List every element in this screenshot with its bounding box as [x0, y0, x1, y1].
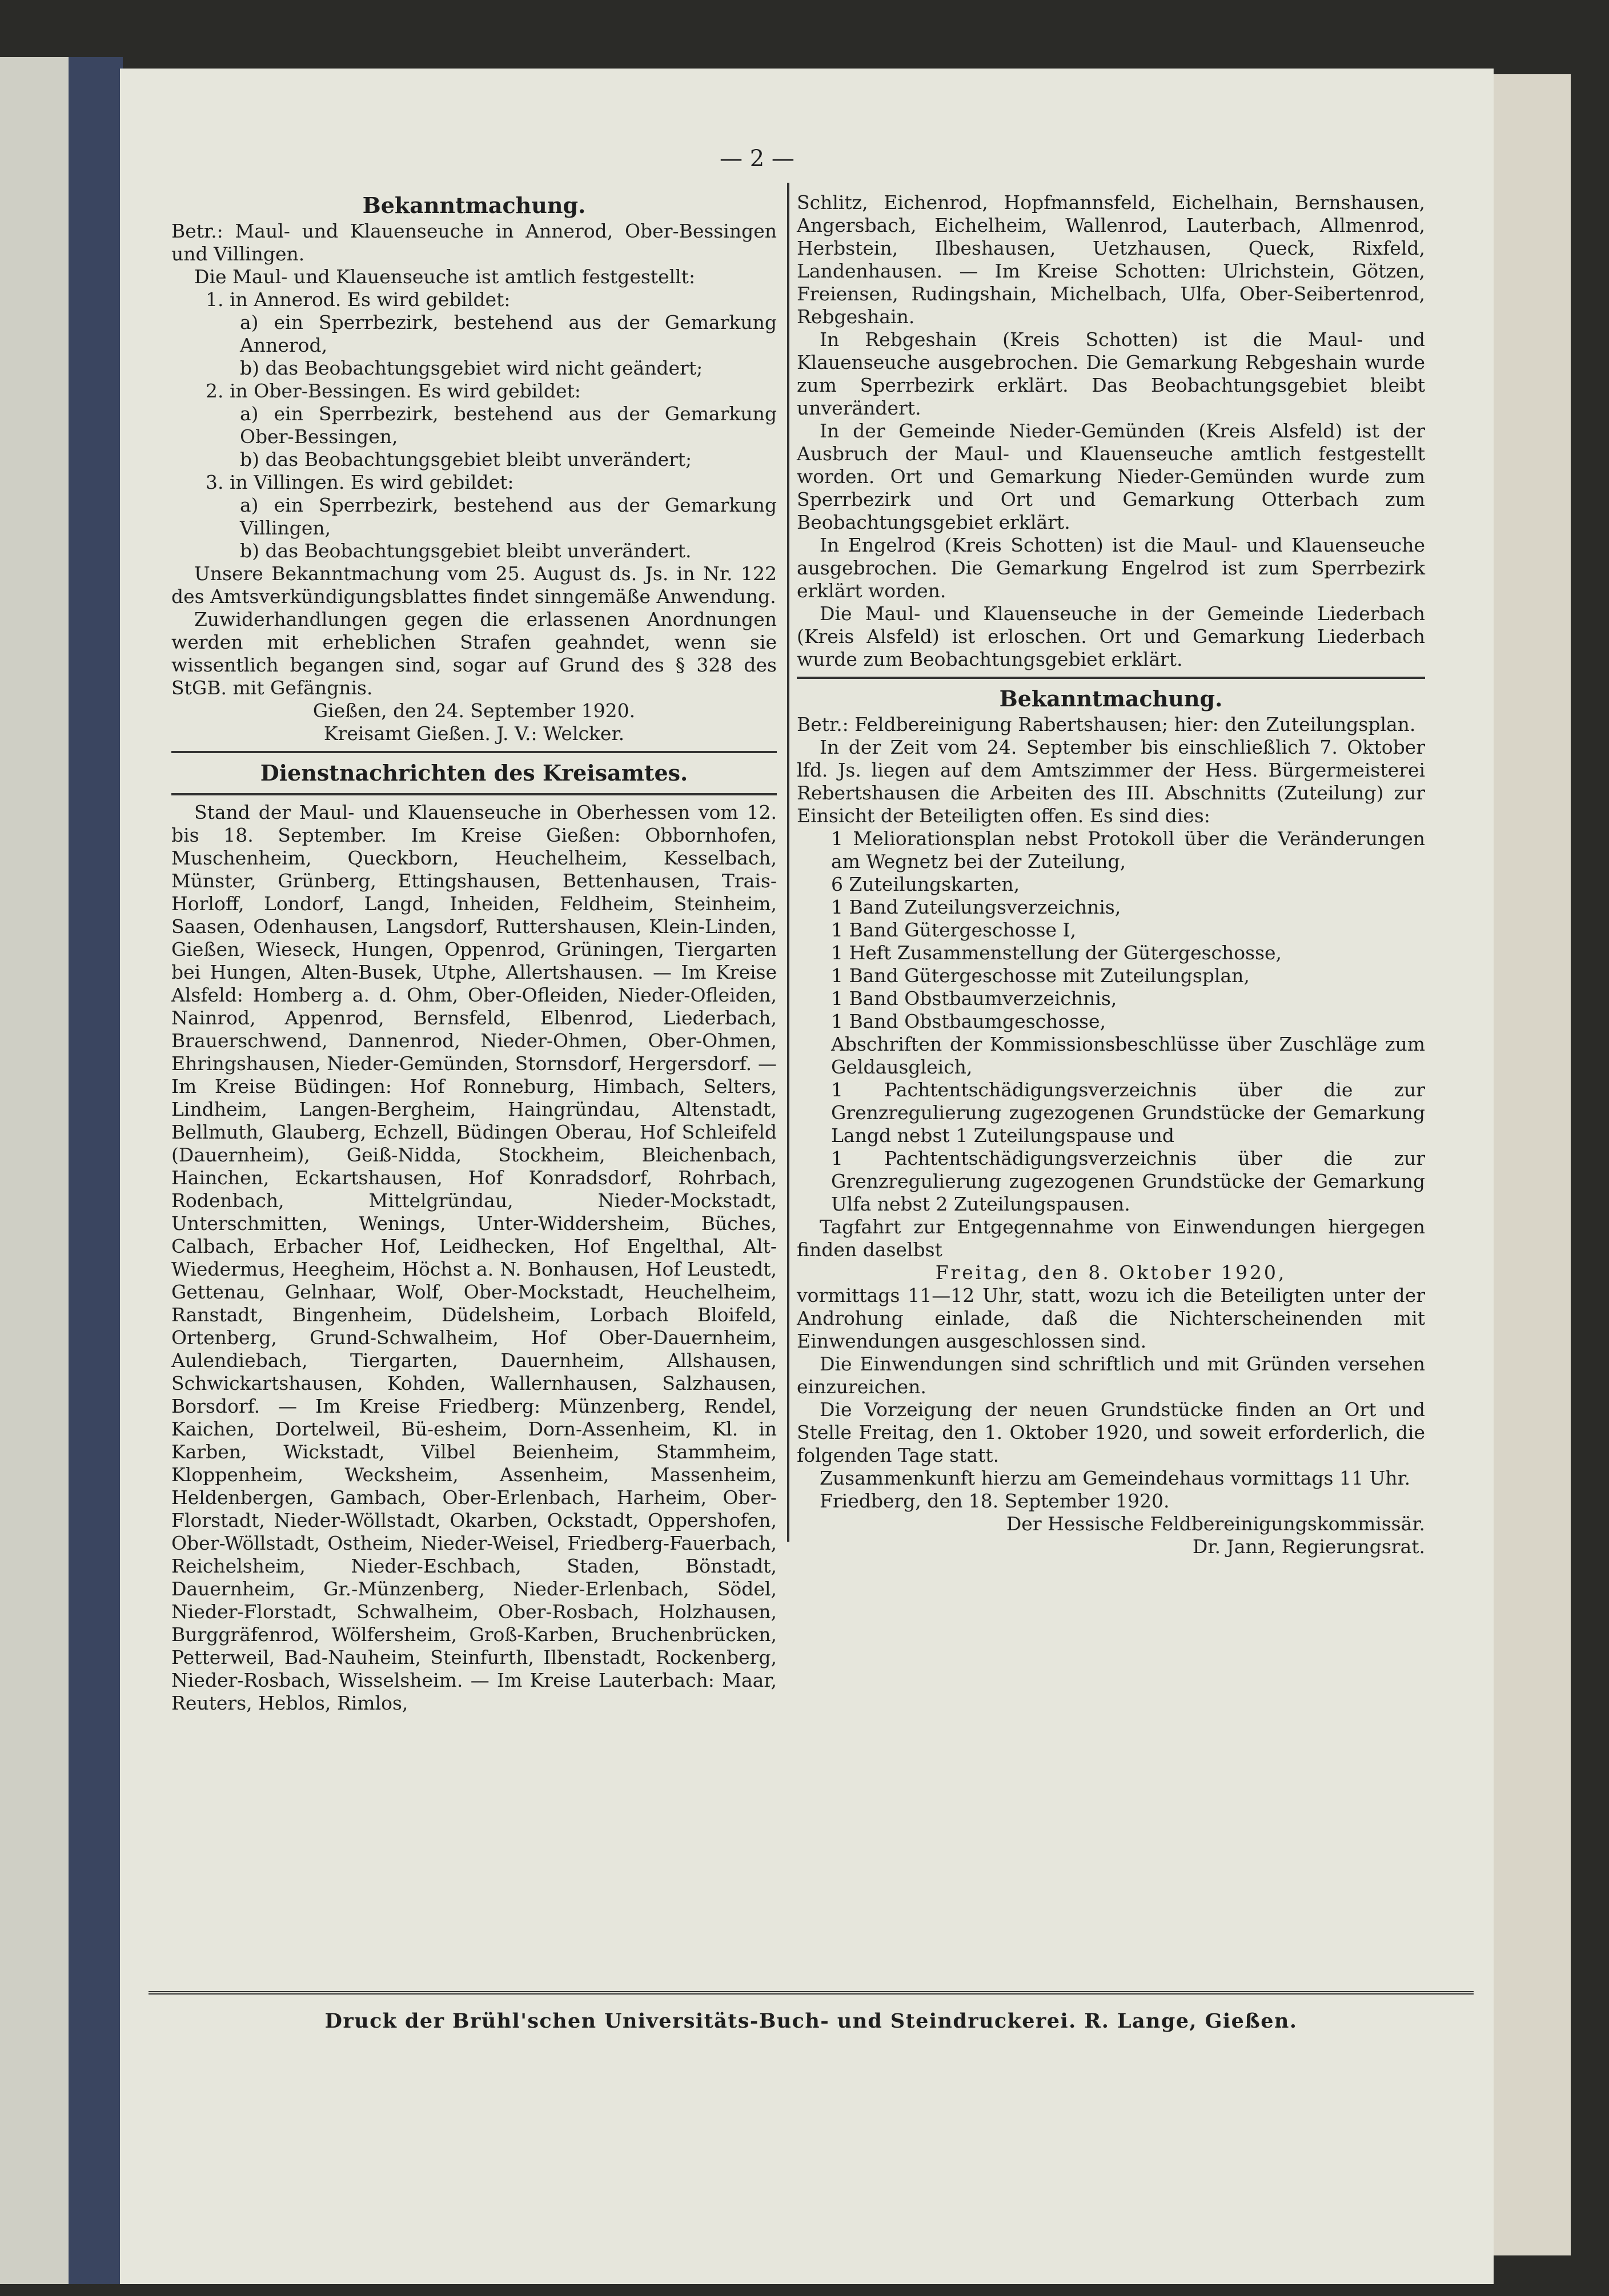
notice-date: Gießen, den 24. September 1920.	[312, 699, 636, 722]
notice-place-date: Friedberg, den 18. September 1920.	[820, 1490, 1170, 1512]
notice-time: vormittags 11—12 Uhr, statt, wozu ich die Beteiligten unter der Androhung einlade, daß die Nichterscheinenden mit Einwendungen ausgeschlossen sind.	[797, 1284, 1425, 1352]
left-column	[171, 191, 777, 1715]
continuation-paragraph: In der Gemeinde Nieder-Gemünden (Kreis Alsfeld) ist der Ausbruch der Maul- und Klauenseuche amtlich festgestellt worden. Ort und Gemarkung Nieder-Gemünden wurde zum Sperrbezirk und Ort und Gemarkung Otterbach zum Beobachtungsgebiet erklärt.	[797, 420, 1425, 533]
printer-imprint: Druck der Brühl'schen Universitäts-Buch- und Steindruckerei. R. Lange, Gießen.	[149, 1991, 1474, 2033]
notice-line: b) das Beobachtungsgebiet bleibt unverändert.	[240, 540, 692, 562]
notice-item: 1 Band Gütergeschosse mit Zuteilungsplan,	[831, 964, 1250, 987]
notice-date-line: Freitag, den 8. Oktober 1920,	[935, 1261, 1287, 1284]
notice-line: b) das Beobachtungsgebiet wird nicht geändert;	[240, 357, 703, 379]
notice-signature: Der Hessische Feldbereinigungskommissär.	[1006, 1513, 1425, 1535]
continuation-paragraph: Schlitz, Eichenrod, Hopfmannsfeld, Eichelhain, Bernshausen, Angersbach, Eichelheim, Wallenrod, Lauterbach, Allmenrod, Herbstein, Ilbeshausen, Uetzhausen, Queck, Rixfeld, Landenhausen. — Im Kreise Schotten: Ulrichstein, Götzen, Freiensen, Rudingshain, Michelbach, Ulfa, Ober-Seibertenrod, Rebgeshain.	[797, 191, 1425, 328]
notice-item: 1 Heft Zusammenstellung der Gütergeschosse,	[831, 942, 1282, 964]
newspaper-page	[120, 69, 1494, 2284]
book-spine-strip	[69, 57, 123, 2284]
notice-tagfahrt: Tagfahrt zur Entgegennahme von Einwendungen hiergegen finden daselbst	[797, 1216, 1425, 1261]
notice-line: Die Maul- und Klauenseuche ist amtlich festgestellt:	[194, 266, 696, 288]
section-text: Stand der Maul- und Klauenseuche in Oberhessen vom 12. bis 18. September. Im Kreise Gießen: Obbornhofen, Muschenheim, Queckborn, Heuchelheim, Kesselbach, Münster, Grünberg, Ettingshausen, Bettenhausen, Trais-Horloff, Londorf, Langd, Inheiden, Feldheim, Steinheim, Saasen, Odenhausen, Langsdorf, Ruttershausen, Klein-Linden, Gießen, Wieseck, Hungen, Oppenrod, Grüningen, Tiergarten bei Hungen, Alten-Busek, Utphe, Allertshausen. — Im Kreise Alsfeld: Homberg a. d. Ohm, Ober-Ofleiden, Nieder-Ofleiden, Nainrod, Appenrod, Bernsfeld, Elbenrod, Liederbach, Brauerschwend, Dannenrod, Nieder-Ohmen, Ober-Ohmen, Ehringshausen, Nieder-Gemünden, Stornsdorf, Hergersdorf. — Im Kreise Büdingen: Hof Ronneburg, Himbach, Selters, Lindheim, Langen-Bergheim, Haingründau, Altenstadt, Bellmuth, Glauberg, Echzell, Büdingen Oberau, Hof Schleifeld (Dauernheim), Geiß-Nidda, Stockheim, Bleichenbach, Hainchen, Eckartshausen, Hof Konradsdorf, Rohrbach, Rodenbach, Mittelgründau, Nieder-Mockstadt, Unterschmitten, Wenings, Unter-Widdersheim, Büches, Calbach, Erbacher Hof, Leidhecken, Hof Engelthal, Alt-Wiedermus, Heegheim, Höchst a. N. Bonhausen, Hof Leustedt, Gettenau, Gelnhaar, Wolf, Ober-Mockstadt, Heuchelheim, Ranstadt, Bingenheim, Düdelsheim, Lorbach Bloifeld, Ortenberg, Grund-Schwalheim, Hof Ober-Dauernheim, Aulendiebach, Tiergarten, Dauernheim, Allshausen, Schwickartshausen, Kohden, Wallernhausen, Salzhausen, Borsdorf. — Im Kreise Friedberg: Münzenberg, Rendel, Kaichen, Dortelweil, Bü-esheim, Dorn-Assenheim, Kl. in Karben, Wickstadt, Vilbel Beienheim, Stammheim, Kloppenheim, Wecksheim, Assenheim, Massenheim, Heldenbergen, Gambach, Ober-Erlenbach, Harheim, Ober-Florstadt, Nieder-Wöllstadt, Okarben, Ockstadt, Oppershofen, Ober-Wöllstadt, Ostheim, Nieder-Weisel, Friedberg-Fauerbach, Reichelsheim, Nieder-Eschbach, Staden, Bönstadt, Dauernheim, Gr.-Münzenberg, Nieder-Erlenbach, Södel, Nieder-Florstadt, Schwalheim, Ober-Rosbach, Holzhausen, Burggräfenrod, Wölfersheim, Groß-Karben, Bruchenbrücken, Petterweil, Bad-Nauheim, Steinfurth, Ilbenstadt, Rockenberg, Nieder-Rosbach, Wisselsheim. — Im Kreise Lauterbach: Maar, Reuters, Heblos, Rimlos,	[171, 801, 777, 1714]
notice-intro: In der Zeit vom 24. September bis einschließlich 7. Oktober lfd. Js. liegen auf dem Amtszimmer der Hess. Bürgermeisterei Rebertshausen die Arbeiten des III. Abschnitts (Zuteilung) zur Einsicht der Beteiligten offen. Es sind dies:	[797, 736, 1425, 827]
column-divider	[787, 183, 789, 1542]
continuation-paragraph: In Rebgeshain (Kreis Schotten) ist die Maul- und Klauenseuche ausgebrochen. Die Gemarkung Rebgeshain wurde zum Sperrbezirk erklärt. Das Beobachtungsgebiet bleibt unverändert.	[797, 328, 1425, 419]
notice-line: a) ein Sperrbezirk, bestehend aus der Gemarkung Villingen,	[240, 494, 777, 539]
notice-meeting: Zusammenkunft hierzu am Gemeindehaus vormittags 11 Uhr.	[820, 1467, 1411, 1489]
notice-line: b) das Beobachtungsgebiet bleibt unverändert;	[240, 448, 692, 471]
notice-item: Abschriften der Kommissionsbeschlüsse über Zuschläge zum Geldausgleich,	[831, 1033, 1425, 1078]
notice-item: 1 Pachtentschädigungsverzeichnis über die zur Grenzregulierung zugezogenen Grundstücke der Gemarkung Ulfa nebst 2 Zuteilungspausen.	[831, 1147, 1425, 1215]
section-rule	[797, 677, 1425, 679]
notice-line: 2. in Ober-Bessingen. Es wird gebildet:	[206, 380, 581, 402]
section-heading: Dienstnachrichten des Kreisamtes.	[260, 760, 688, 786]
continuation-paragraph: In Engelrod (Kreis Schotten) ist die Maul- und Klauenseuche ausgebrochen. Die Gemarkung Engelrod ist zum Sperrbezirk erklärt worden.	[797, 534, 1425, 602]
notice-item: 1 Band Zuteilungsverzeichnis,	[831, 896, 1121, 918]
notice-item: 1 Band Gütergeschosse I,	[831, 919, 1077, 941]
notice-showing: Die Vorzeigung der neuen Grundstücke finden an Ort und Stelle Freitag, den 1. Oktober 1920, und soweit erforderlich, die folgenden Tage statt.	[797, 1398, 1425, 1466]
notice-line: a) ein Sperrbezirk, bestehend aus der Gemarkung Ober-Bessingen,	[240, 403, 777, 448]
notice-subject: Betr.: Feldbereinigung Rabertshausen; hier: den Zuteilungsplan.	[797, 713, 1416, 735]
notice-heading: Bekanntmachung.	[999, 686, 1223, 711]
section-rule	[171, 793, 777, 795]
section-rule	[171, 751, 777, 753]
notice-heading: Bekanntmachung.	[362, 192, 586, 218]
notice-signature: Kreisamt Gießen. J. V.: Welcker.	[323, 722, 625, 745]
notice-signature: Dr. Jann, Regierungsrat.	[1192, 1535, 1425, 1558]
notice-line: 3. in Villingen. Es wird gebildet:	[206, 471, 514, 493]
notice-item: 1 Band Obstbaumgeschosse,	[831, 1010, 1106, 1032]
continuation-paragraph: Die Maul- und Klauenseuche in der Gemeinde Liederbach (Kreis Alsfeld) ist erloschen. Ort und Gemarkung Liederbach wurde zum Beobachtungsgebiet erklärt.	[797, 602, 1425, 670]
notice-item: 1 Meliorationsplan nebst Protokoll über die Veränderungen am Wegnetz bei der Zuteilung,	[831, 827, 1425, 872]
notice-line: 1. in Annerod. Es wird gebildet:	[206, 288, 511, 311]
notice-body: Unsere Bekanntmachung vom 25. August ds. Js. in Nr. 122 des Amtsverkündigungsblattes findet sinngemäße Anwendung.	[171, 562, 777, 608]
notice-objections: Die Einwendungen sind schriftlich und mit Gründen versehen einzureichen.	[797, 1353, 1425, 1398]
notice-line: a) ein Sperrbezirk, bestehend aus der Gemarkung Annerod,	[240, 311, 777, 356]
page-fore-edge	[1485, 74, 1571, 2255]
page-number: — 2 —	[720, 146, 795, 172]
notice-subject: Betr.: Maul- und Klauenseuche in Annerod, Ober-Bessingen und Villingen.	[171, 220, 777, 265]
left-page-edge	[0, 57, 69, 2284]
notice-item: 1 Pachtentschädigungsverzeichnis über die zur Grenzregulierung zugezogenen Grundstücke der Gemarkung Langd nebst 1 Zuteilungspause und	[831, 1079, 1425, 1147]
notice-item: 6 Zuteilungskarten,	[831, 873, 1020, 895]
notice-body: Zuwiderhandlungen gegen die erlassenen Anordnungen werden mit erheblichen Strafen geahndet, wenn sie wissentlich begangen sind, sogar auf Grund des § 328 des StGB. mit Gefängnis.	[171, 608, 777, 699]
notice-item: 1 Band Obstbaumverzeichnis,	[831, 987, 1117, 1010]
right-column	[797, 191, 1425, 1558]
